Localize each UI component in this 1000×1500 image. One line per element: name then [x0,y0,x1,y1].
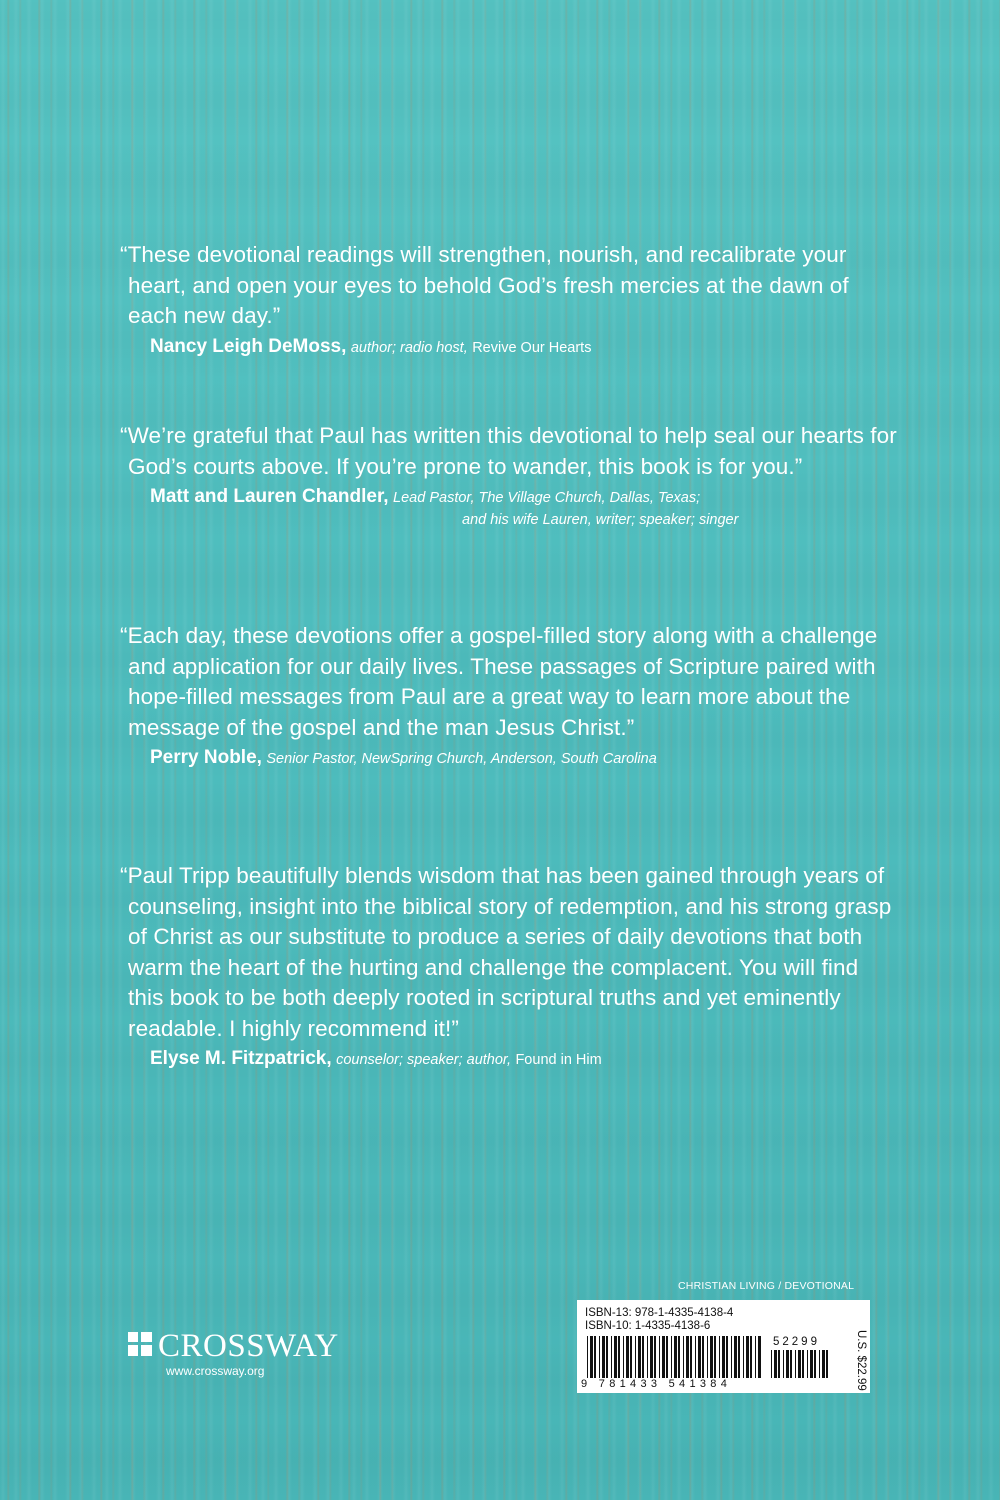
barcode-bar [686,1336,689,1378]
endorser-role-continued: and his wife Lauren, writer; speaker; singer [462,512,739,528]
barcode-bar [590,1336,593,1378]
barcode-addon-number: 52299 [773,1336,820,1348]
barcode-bar [698,1336,701,1378]
crossway-logo-icon [128,1332,152,1356]
barcode-bar [722,1336,725,1378]
barcode-bar [778,1350,780,1378]
publisher-name: CROSSWAY [158,1328,339,1364]
barcode-bar [743,1336,744,1378]
barcode-bar [738,1336,740,1378]
price-label: U.S. $22.99 [855,1330,867,1391]
barcode-bar [659,1336,660,1378]
barcode-bar [647,1336,648,1378]
barcode-bar [630,1336,632,1378]
endorsement-attribution [120,486,900,531]
endorser-name: Perry Noble, [150,747,262,768]
endorsement-4 [120,861,900,1071]
barcode-bar [618,1336,620,1378]
barcode-bar [783,1350,784,1378]
barcode-bar [774,1350,777,1378]
addon-barcode-icon [769,1350,831,1378]
endorser-role: Lead Pastor, The Village Church, Dallas, Texas; [393,490,701,506]
barcode-bar [654,1336,656,1378]
barcode-bar [626,1336,629,1378]
endorsement-quote: “These devotional readings will strengthen, nourish, and recalibrate your heart, and open your eyes to behold God’s fresh mercies at the dawn of each new day.” [120,242,849,328]
barcode-bar [710,1336,713,1378]
barcode-bar [662,1336,665,1378]
endorser-role: Senior Pastor, NewSpring Church, Anderson, South Carolina [266,751,657,767]
barcode-bar [726,1336,728,1378]
barcode-bar [795,1350,796,1378]
barcode-bar [802,1350,804,1378]
barcode-bar [683,1336,684,1378]
endorser-work: Revive Our Hearts [472,339,592,356]
barcode-bar [642,1336,644,1378]
ean-number: 9 781433 541384 [581,1378,732,1390]
barcode-bar [690,1336,692,1378]
endorser-role: author; radio host, [350,339,468,356]
barcode-bar [819,1350,820,1378]
endorser-role: counselor; speaker; author, [336,1052,511,1068]
endorser-name: Elyse M. Fitzpatrick, [150,1048,332,1069]
endorsement-quote: “Paul Tripp beautifully blends wisdom that has been gained through years of counseling, insight into the biblical story of redemption, and his strong grasp of Christ as our substitute to produce a series of daily devotions that both warm the heart of the hurting and challenge the complacent. You will find this book to be both deeply rooted in scriptural truths and yet eminently readable. I highly recommend it!” [120,863,892,1041]
barcode-bar [614,1336,617,1378]
endorser-name: Matt and Lauren Chandler, [150,486,389,507]
barcode-bar [695,1336,696,1378]
barcode-bar [707,1336,708,1378]
isbn13-label: ISBN-13: 978-1-4335-4138-4 [585,1307,734,1319]
endorsement-attribution [120,1048,900,1071]
barcode-bar [602,1336,605,1378]
barcode-bar [750,1336,752,1378]
barcode-bar [734,1336,737,1378]
publisher-url: www.crossway.org [166,1364,265,1378]
barcode-bar [606,1336,608,1378]
endorsement-3 [120,621,900,770]
barcode-bar [635,1336,636,1378]
barcode-panel [577,1300,870,1393]
barcode-bar [771,1350,772,1378]
barcode-bar [674,1336,677,1378]
barcode-bar [623,1336,624,1378]
barcode-bar [702,1336,704,1378]
barcode-bar [746,1336,749,1378]
endorser-work: Found in Him [515,1052,602,1068]
barcode-bar [786,1350,789,1378]
category-label: CHRISTIAN LIVING / DEVOTIONAL [678,1280,855,1292]
endorser-name: Nancy Leigh DeMoss, [150,335,347,357]
barcode-bar [714,1336,716,1378]
barcode-bar [587,1336,588,1378]
barcode-bar [807,1350,808,1378]
barcode-bar [755,1336,756,1378]
barcode-bar [666,1336,668,1378]
barcode-bar [650,1336,653,1378]
barcode-bar [826,1350,828,1378]
barcode-bar [611,1336,612,1378]
barcode-bar [790,1350,792,1378]
barcode-bar [719,1336,720,1378]
barcode-bar [678,1336,680,1378]
endorsement-1 [120,240,900,359]
barcode-bar [599,1336,600,1378]
barcode-bar [758,1336,761,1378]
endorsement-quote: “We’re grateful that Paul has written this devotional to help seal our hearts for God’s courts above. If you’re prone to wander, this book is for you.” [120,423,897,479]
endorsement-attribution [120,336,900,359]
isbn10-label: ISBN-10: 1-4335-4138-6 [585,1320,711,1332]
barcode-icon [585,1336,763,1378]
endorsement-attribution [120,747,900,770]
endorsement-quote: “Each day, these devotions offer a gospel-filled story along with a challenge and application for our daily lives. These passages of Scripture paired with hope-filled messages from Paul are a great way to learn more about the message of the gospel and the man Jesus Christ.” [120,623,878,740]
barcode-bar [814,1350,816,1378]
barcode-bar [731,1336,732,1378]
barcode-bar [810,1350,813,1378]
barcode-bar [594,1336,596,1378]
barcode-bar [671,1336,672,1378]
barcode-bar [798,1350,801,1378]
barcode-bar [638,1336,641,1378]
barcode-bar [822,1350,825,1378]
endorsement-2 [120,421,900,531]
